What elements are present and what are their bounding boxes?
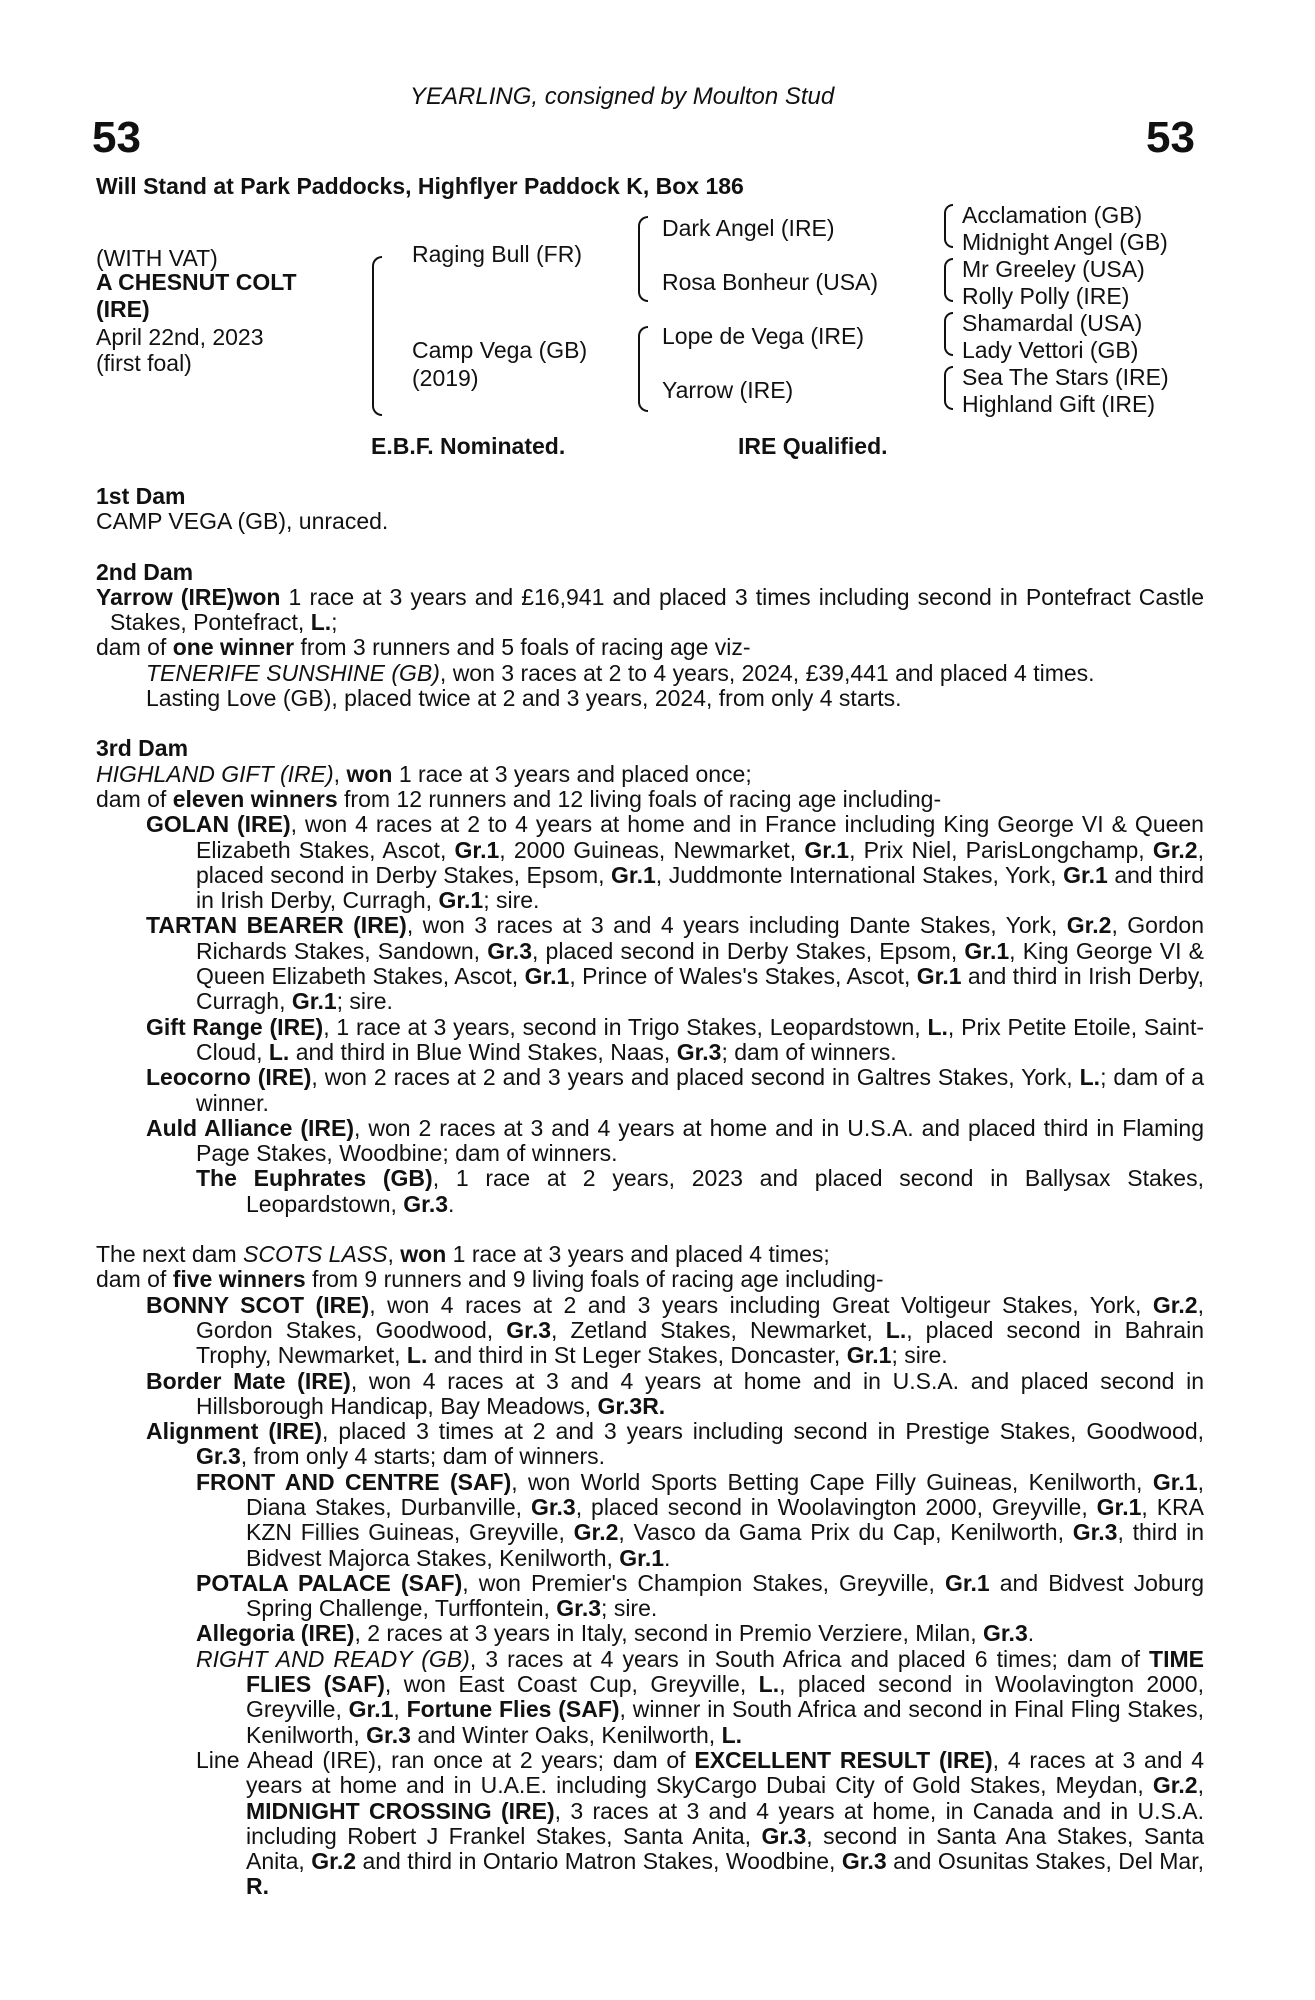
dam1-heading: 1st Dam [96,483,186,509]
alleg-end: . [1027,1620,1035,1647]
dam2-winners: one winner [172,634,295,661]
grade-1: Gr.1 [438,887,484,914]
excellent-result-name: EXCELLENT RESULT (IRE) [694,1746,993,1773]
entry-right-and-ready [196,1647,1204,1748]
line-text: Line Ahead (IRE), ran once at 2 years; dam of [196,1746,695,1773]
gift-name: Gift Range (IRE) [146,1013,324,1040]
dam2-child-2: Lasting Love (GB), placed twice at 2 and 3 years, 2024, from only 4 starts. [146,685,902,712]
golan-text: , 2000 Guineas, Newmarket, [499,836,805,863]
horse-name-suffix: (IRE) [96,296,150,322]
date-of-birth: April 22nd, 2023 [96,324,264,350]
listed: L. [1079,1064,1101,1091]
location-line: Will Stand at Park Paddocks, Highflyer Paddock K, Box 186 [96,173,744,199]
entry-line-ahead [196,1748,1204,1900]
align-text: , placed 3 times at 2 and 3 years including second in Prestige Stakes, Goodwood, [322,1418,1204,1445]
grade-3: Gr.3 [196,1443,241,1470]
entry-potala-palace [196,1571,1204,1622]
golan-text: , Prix Niel, ParisLongchamp, [849,836,1153,863]
grade-3: Gr.3 [761,1822,807,1849]
potala-text: and Bidvest Joburg Spring Challenge, Turffontein, [246,1569,1204,1622]
ggparent-ddd: Highland Gift (IRE) [962,391,1156,417]
grade-1: Gr.1 [348,1696,394,1723]
tartan-text: , Gordon Richards Stakes, Sandown, [196,912,1205,964]
dam1-text: CAMP VEGA (GB), unraced. [96,508,389,535]
front-name: FRONT AND CENTRE (SAF) [196,1468,512,1495]
dam-year: (2019) [412,365,479,391]
entry-front-and-centre [196,1470,1204,1571]
mid-text: , 3 races at 3 and 4 years at home, in Canada and in U.S.A. including Robert J Frankel Stakes, Santa Anita, [246,1797,1204,1849]
right-name: RIGHT AND READY (GB) [196,1645,470,1672]
entry-leocorno [146,1065,1204,1116]
entry-golan [146,812,1204,913]
mid-text: and third in Ontario Matron Stakes, Woodbine, [356,1848,842,1875]
grade-3: Gr.3 [1072,1519,1118,1546]
bonny-text: , won 4 races at 2 and 3 years including Great Voltigeur Stakes, York, [369,1291,1153,1318]
entry-allegoria [196,1621,1204,1646]
auld-text: , won 2 races at 3 and 4 years at home and in U.S.A. and placed third in Flaming Page Stakes, Woodbine; dam of winners. [196,1114,1204,1167]
vat-note: (WITH VAT) [96,245,218,271]
potala-text: ; sire. [601,1595,658,1622]
entry-gift-range [146,1015,1204,1066]
nextdam-winners: five winners [172,1266,306,1293]
grade-1: Gr.1 [524,963,570,990]
tartan-name: TARTAN BEARER (IRE) [146,912,407,939]
listed: L. [406,1342,428,1369]
auld-name: Auld Alliance (IRE) [146,1114,354,1141]
ggparent-sss: Acclamation (GB) [962,202,1143,228]
golan-text: , Juddmonte International Stakes, York, [655,861,1064,888]
ggparent-sds: Mr Greeley (USA) [962,256,1145,282]
listed: L. [758,1671,780,1698]
front-text: , won World Sports Betting Cape Filly Guineas, Kenilworth, [511,1468,1153,1495]
border-text: , won 4 races at 3 and 4 years at home and in U.S.A. and placed second in Hillsborough Handicap, Bay Meadows, [196,1367,1204,1419]
dam3-produce-text: from 12 runners and 12 living foals of racing age including- [337,785,942,812]
dam3-record [96,762,1204,787]
dam2-record-end: ; [331,609,338,636]
entry-the-euphrates [196,1166,1204,1217]
dam3-won: won [346,760,393,787]
grade-3: Gr.3 [530,1493,576,1520]
potala-name: POTALA PALACE (SAF) [196,1569,463,1596]
front-text: , Vasco da Gama Prix du Cap, Kenilworth, [618,1519,1073,1546]
midnight-crossing-name: MIDNIGHT CROSSING (IRE) [246,1797,555,1824]
potala-text: , won Premier's Champion Stakes, Greyville, [462,1569,945,1596]
euph-end: . [448,1190,455,1217]
bonny-text: ; sire. [891,1342,948,1369]
pedigree-brace-ds [944,312,953,356]
dam2-name: Yarrow (IRE) [96,583,235,610]
entry-border-mate [146,1369,1204,1420]
foal-note: (first foal) [96,350,192,376]
lot-number-right: 53 [1146,113,1195,162]
dam2-child-1 [146,661,1204,686]
dam2-child-1-text: , won 3 races at 2 to 4 years, 2024, £39,441 and placed 4 times. [439,659,1095,686]
ebf-flag: E.B.F. Nominated. [371,433,566,459]
fortune-text: , winner in South Africa and second in Final Fling Stakes, Kenilworth, [246,1696,1204,1748]
grade-2: Gr.2 [1152,1291,1198,1318]
dam-sire: Lope de Vega (IRE) [662,323,865,349]
grade-2: Gr.2 [1152,836,1198,863]
bonny-text: and third in St Leger Stakes, Doncaster, [427,1342,847,1369]
bonny-text: , Zetland Stakes, Newmarket, [551,1316,886,1343]
euph-name: The Euphrates (GB) [196,1165,433,1192]
pedigree-brace-dd [944,366,953,410]
grade-3-restricted: Gr.3R. [597,1392,666,1419]
leo-name: Leocorno (IRE) [146,1064,312,1091]
grade-1: Gr.1 [1152,1468,1198,1495]
ggparent-dds: Sea The Stars (IRE) [962,364,1169,390]
grade-2: Gr.2 [1152,1772,1198,1799]
dam2-produce-pre: dam of [96,634,173,661]
dam-dam: Yarrow (IRE) [662,377,794,403]
nextdam-produce-pre: dam of [96,1266,173,1293]
bonny-text: , placed second in Bahrain Trophy, Newmarket, [196,1316,1204,1369]
tartan-text: ; sire. [336,988,393,1015]
nextdam-produce-text: from 9 runners and 9 living foals of racing age including- [305,1266,884,1293]
dam2-heading: 2nd Dam [96,558,194,585]
nextdam-pre: The next dam [96,1241,244,1268]
dam3-heading: 3rd Dam [96,735,189,762]
page-caption: YEARLING, consigned by Moulton Stud [410,83,835,110]
pedigree-brace-dam [638,326,648,412]
front-text: , Diana Stakes, Durbanville, [246,1468,1205,1520]
golan-text: , won 4 races at 2 to 4 years at home and in France including King George VI & Queen Elizabeth Stakes, Ascot, [196,811,1204,863]
ggparent-sdd: Rolly Polly (IRE) [962,283,1130,309]
listed: L. [885,1316,907,1343]
ggparent-dsd: Lady Vettori (GB) [962,337,1139,363]
listed: L. [721,1721,743,1748]
entry-auld-alliance [146,1116,1204,1167]
grade-2: Gr.2 [1066,912,1112,939]
grade-1: Gr.1 [804,836,850,863]
dam2-won: won [234,583,281,610]
leo-text: ; dam of a winner. [196,1064,1204,1116]
fortune-flies-name: Fortune Flies (SAF) [406,1696,620,1723]
euph-text: , 1 race at 2 years, 2023 and placed second in Ballysax Stakes, Leopardstown, [246,1165,1204,1217]
pedigree-brace-ss [944,204,953,248]
tartan-text: and third in Irish Derby, Curragh, [196,963,1204,1015]
sire-dam: Rosa Bonheur (USA) [662,269,879,295]
grade-1: Gr.1 [944,1569,990,1596]
golan-text: , placed second in Derby Stakes, Epsom, [196,836,1204,888]
grade-1: Gr.1 [611,861,656,888]
time-text: , [393,1696,407,1723]
dam3-winners: eleven winners [172,785,338,812]
front-end: . [664,1544,671,1571]
listed: L. [268,1038,290,1065]
gift-text: , Prix Petite Etoile, Saint-Cloud, [196,1013,1204,1065]
alleg-text: , 2 races at 3 years in Italy, second in Premio Verziere, Milan, [354,1620,983,1647]
excel-text: , [1197,1772,1204,1799]
grade-1: Gr.1 [846,1342,892,1369]
dam2-record-text: 1 race at 3 years and £16,941 and placed 3 times including second in Pontefract Castle Stakes, Pontefract, [110,583,1204,636]
dam3-sep: , [333,760,347,787]
tartan-text: , Prince of Wales's Stakes, Ascot, [569,963,917,990]
grade-1: Gr.1 [619,1544,665,1571]
grade-3: Gr.3 [982,1620,1028,1647]
align-text: , from only 4 starts; dam of winners. [240,1443,606,1470]
dam2-produce-text: from 3 runners and 5 foals of racing age viz- [294,634,751,661]
dam3-record-text: 1 race at 3 years and placed once; [392,760,752,787]
entry-bonny-scot [146,1293,1204,1369]
entry-alignment [146,1419,1204,1470]
grade-1: Gr.1 [454,836,500,863]
tartan-text: , placed second in Derby Stakes, Epsom, [532,937,965,964]
grade-1: Gr.1 [1063,861,1108,888]
leo-text: , won 2 races at 2 and 3 years and placed second in Galtres Stakes, York, [311,1064,1080,1091]
grade-1: Gr.1 [291,988,337,1015]
dam2-child-1-name: TENERIFE SUNSHINE (GB) [146,659,440,686]
time-flies-name: TIME FLIES (SAF) [246,1645,1204,1698]
front-text: , third in Bidvest Majorca Stakes, Kenilworth, [246,1519,1204,1571]
dam3-name: HIGHLAND GIFT (IRE) [96,760,334,787]
grade-3: Gr.3 [506,1316,552,1343]
gift-text: ; dam of winners. [721,1038,897,1065]
grade-3: Gr.3 [487,937,532,964]
front-text: , KRA KZN Fillies Guineas, Greyville, [246,1493,1204,1546]
golan-name: GOLAN (IRE) [146,811,291,838]
grade-2: Gr.2 [573,1519,619,1546]
grade-3: Gr.3 [556,1595,602,1622]
time-text: , won East Coast Cup, Greyville, [384,1671,759,1698]
mid-text: , second in Santa Ana Stakes, Santa Anita, [246,1822,1204,1875]
nextdam-produce [96,1267,1204,1292]
alleg-name: Allegoria (IRE) [196,1620,355,1647]
front-text: , placed second in Woolavington 2000, Greyville, [575,1493,1097,1520]
ggparent-ssd: Midnight Angel (GB) [962,229,1168,255]
tartan-text: , King George VI & Queen Elizabeth Stakes, Ascot, [196,937,1204,990]
dam2-produce [96,635,1204,660]
dam2-listed: L. [310,609,332,636]
golan-text: ; sire. [483,887,540,914]
nextdam-record [96,1242,1204,1267]
listed: L. [927,1013,948,1040]
horse-name: A CHESNUT COLT [96,269,297,295]
lot-number-left: 53 [92,113,141,162]
grade-3: Gr.3 [676,1038,722,1065]
pedigree-brace-sire [638,216,648,302]
grade-1: Gr.1 [916,963,962,990]
excel-text: , 4 races at 3 and 4 years at home and in U.A.E. including SkyCargo Dubai City of Gold Stakes, Meydan, [246,1746,1204,1799]
dam2-record [96,585,1204,636]
align-name: Alignment (IRE) [146,1418,323,1445]
grade-3: Gr.3 [841,1848,887,1875]
right-text: , 3 races at 4 years in South Africa and placed 6 times; dam of [469,1645,1150,1672]
dam-name: Camp Vega (GB) [412,337,588,363]
gift-text: and third in Blue Wind Stakes, Naas, [289,1038,677,1065]
ggparent-dss: Shamardal (USA) [962,310,1143,336]
pedigree-brace-sd [944,258,953,302]
time-text: , placed second in Woolavington 2000, Greyville, [246,1671,1204,1723]
grade-3: Gr.3 [403,1190,449,1217]
sire-sire: Dark Angel (IRE) [662,215,835,241]
dam3-produce [96,787,1204,812]
gift-text: , 1 race at 3 years, second in Trigo Stakes, Leopardstown, [323,1013,928,1040]
ire-flag: IRE Qualified. [738,433,888,459]
grade-1: Gr.1 [964,937,1010,964]
grade-1: Gr.1 [1096,1493,1142,1520]
restricted: R. [246,1873,269,1900]
border-name: Border Mate (IRE) [146,1367,351,1394]
entry-tartan-bearer [146,913,1204,1014]
tartan-text: , won 3 races at 3 and 4 years including Dante Stakes, York, [406,912,1067,939]
nextdam-won: won [400,1241,447,1268]
nextdam-text: 1 race at 3 years and placed 4 times; [446,1241,830,1268]
nextdam-name: SCOTS LASS [243,1241,388,1268]
bonny-text: , Gordon Stakes, Goodwood, [196,1291,1204,1343]
fortune-text: and Winter Oaks, Kenilworth, [410,1721,722,1748]
mid-text: and Osunitas Stakes, Del Mar, [886,1848,1204,1875]
sire-name: Raging Bull (FR) [412,241,582,267]
pedigree-brace-main [372,256,382,416]
bonny-name: BONNY SCOT (IRE) [146,1291,370,1318]
catalogue-body [96,484,1204,1900]
nextdam-sep: , [387,1241,401,1268]
grade-3: Gr.3 [366,1721,411,1748]
dam3-produce-pre: dam of [96,785,173,812]
grade-2: Gr.2 [311,1848,357,1875]
golan-text: and third in Irish Derby, Curragh, [196,861,1204,914]
